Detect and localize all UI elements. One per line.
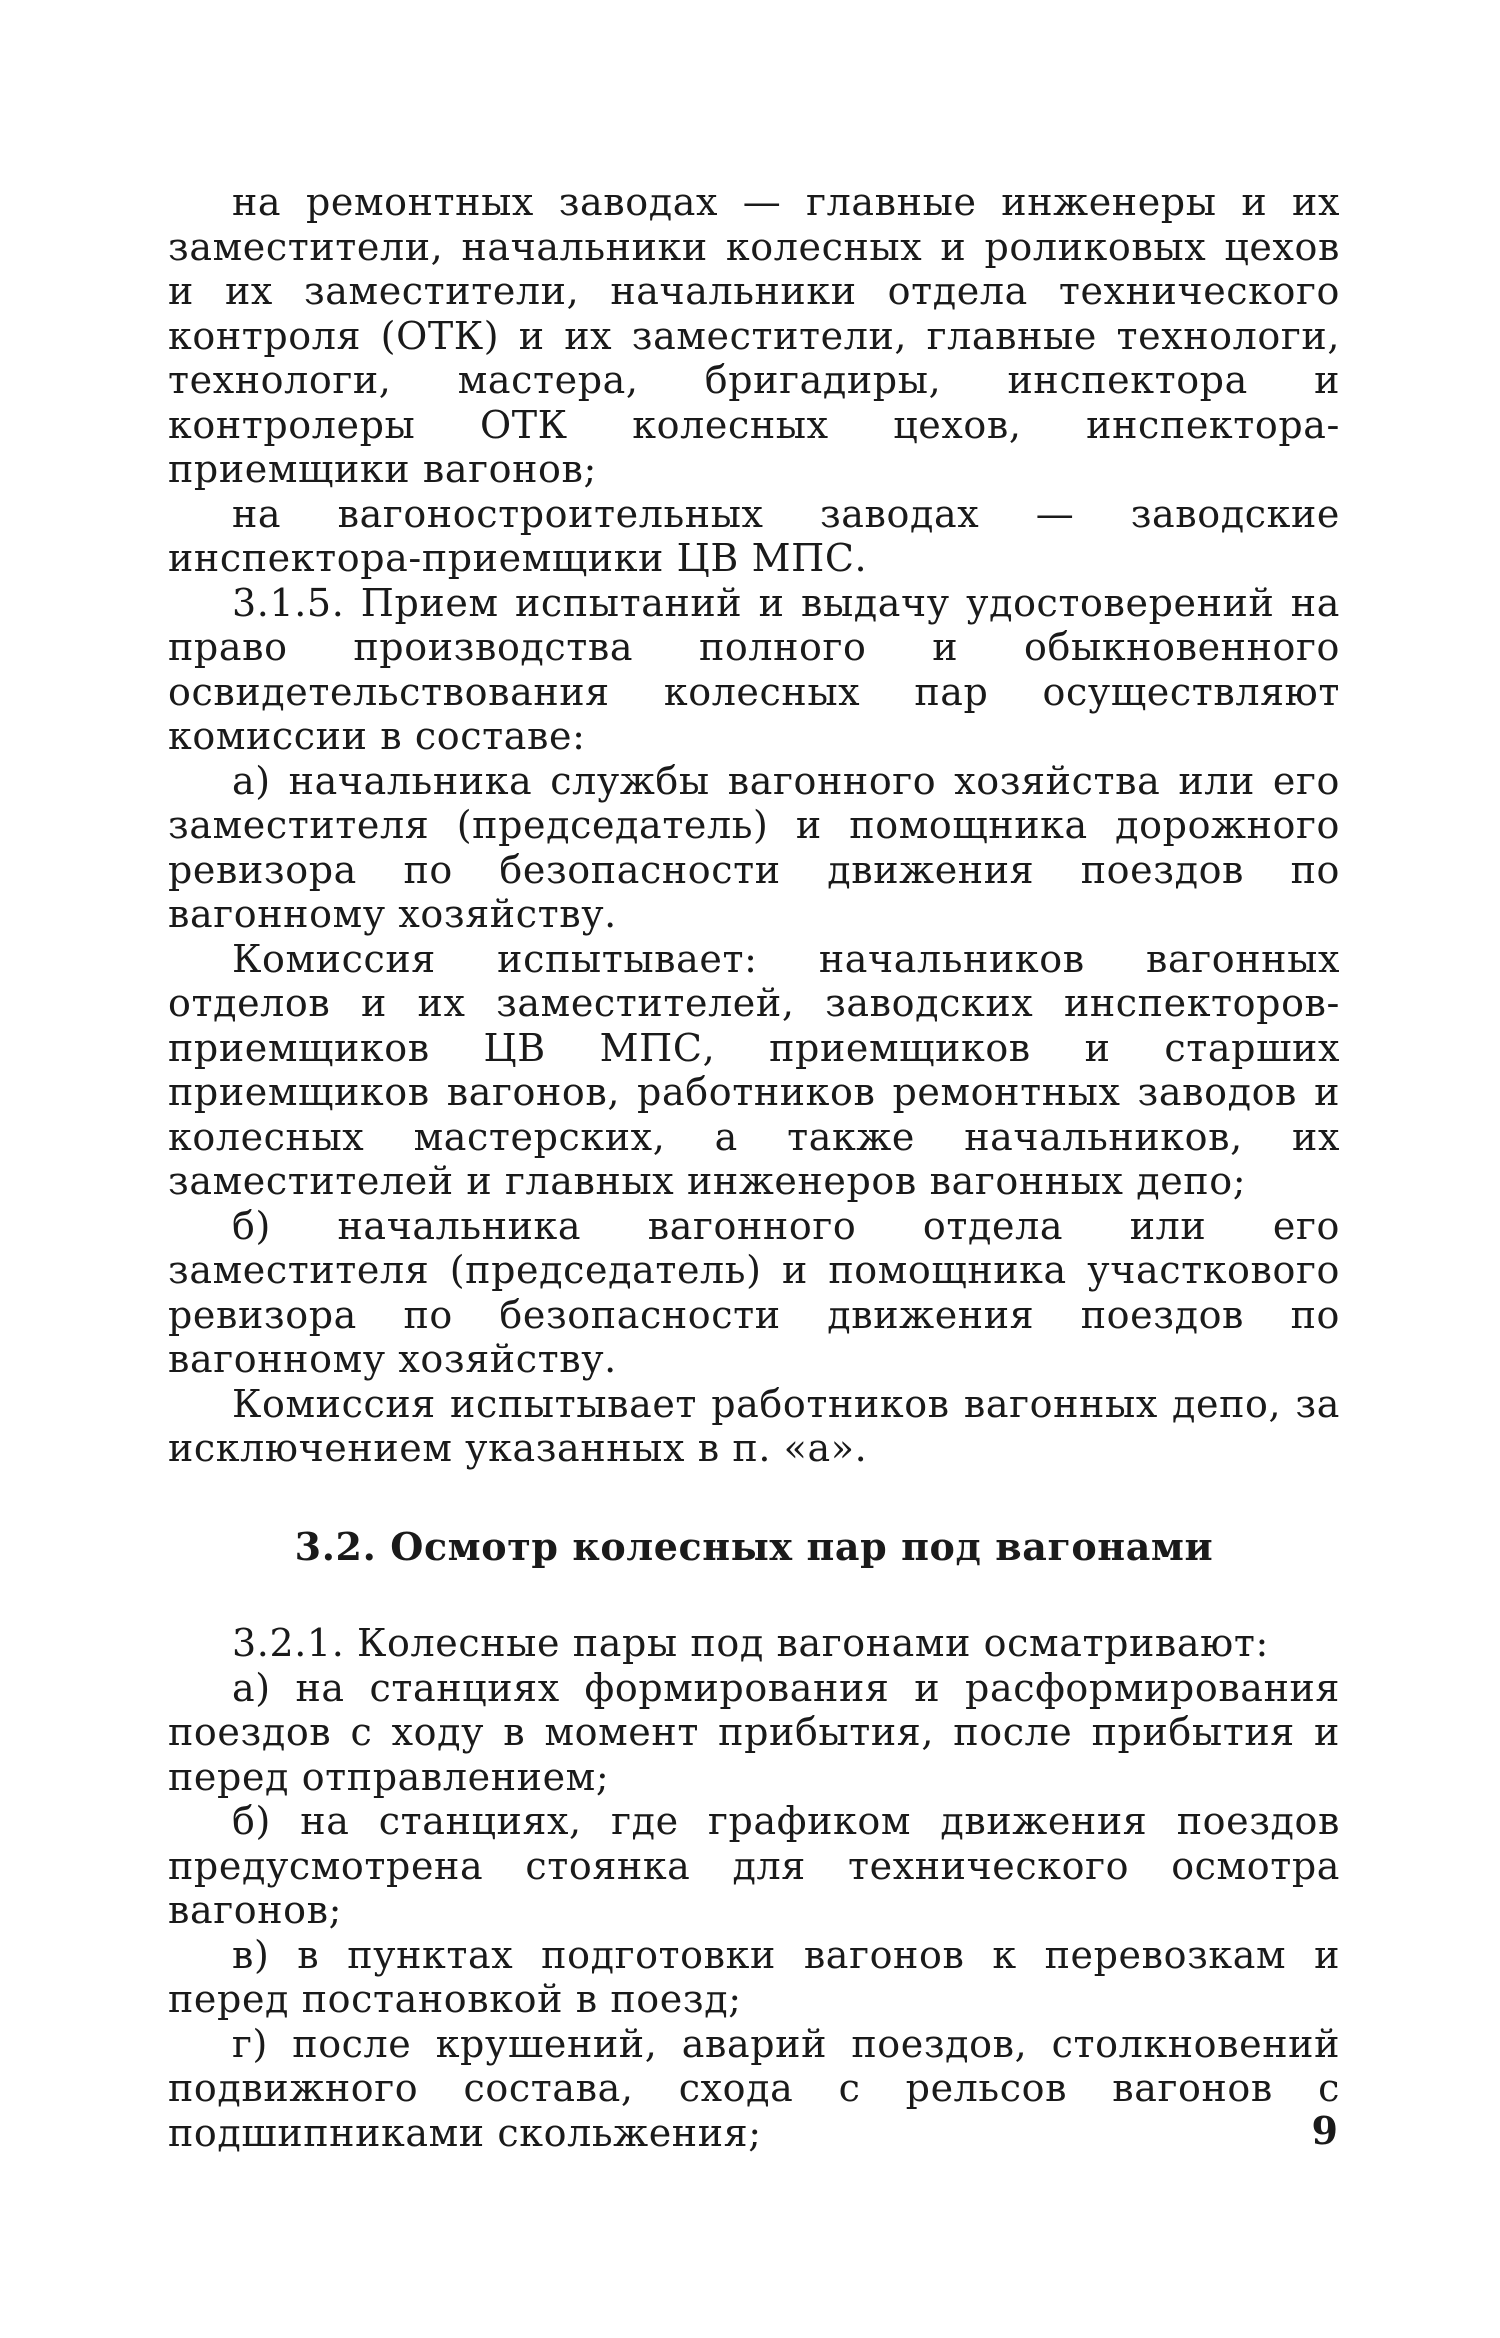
paragraph-item-a: а) начальника службы вагонного хозяйства или его заместителя (председатель) и помощника дорожного ревизора по безопасности движения поездов по вагонному хозяйству.: [168, 758, 1340, 936]
paragraph-car-building-plants: на вагоностроительных заводах — заводские инспектора-приемщики ЦВ МПС.: [168, 491, 1340, 580]
section-heading-3-2: 3.2. Осмотр колесных пар под вагонами: [294, 1523, 1214, 1569]
paragraph-inspection-b: б) на станциях, где графиком движения поездов предусмотрена стоянка для технического осмотра вагонов;: [168, 1799, 1340, 1932]
page-number: 9: [1311, 2108, 1338, 2153]
document-page: [168, 180, 1340, 2155]
paragraph-commission-tests-b: Комиссия испытывает работников вагонных депо, за исключением указанных в п. «а».: [168, 1381, 1340, 1470]
paragraph-repair-plants: на ремонтных заводах — главные инженеры и их заместители, начальники колесных и роликовых цехов и их заместители, начальники отдела технического контроля (ОТК) и их заместители, главные технологи, технологи, мастера, бригадиры, инспектора и контролеры ОТК колесных цехов, инспектора-приемщики вагонов;: [168, 180, 1340, 491]
paragraph-inspection-a: а) на станциях формирования и расформирования поездов с ходу в момент прибытия, после прибытия и перед отправлением;: [168, 1665, 1340, 1799]
paragraph-item-b: б) начальника вагонного отдела или его заместителя (председатель) и помощника участкового ревизора по безопасности движения поездов по вагонному хозяйству.: [168, 1203, 1340, 1381]
paragraph-3-1-5: 3.1.5. Прием испытаний и выдачу удостоверений на право производства полного и обыкновенного освидетельствования колесных пар осуществляют комиссии в составе:: [168, 580, 1340, 758]
paragraph-inspection-g: г) после крушений, аварий поездов, столкновений подвижного состава, схода с рельсов вагонов с подшипниками скольжения;: [168, 2021, 1340, 2155]
paragraph-3-2-1: 3.2.1. Колесные пары под вагонами осматривают:: [232, 1621, 1269, 1665]
paragraph-inspection-v: в) в пунктах подготовки вагонов к перевозкам и перед постановкой в поезд;: [168, 1932, 1340, 2021]
paragraph-commission-tests-a: Комиссия испытывает: начальников вагонных отделов и их заместителей, заводских инспекторов-приемщиков ЦВ МПС, приемщиков и старших приемщиков вагонов, работников ремонтных заводов и колесных мастерских, а также начальников, их заместителей и главных инженеров вагонных депо;: [168, 936, 1340, 1203]
